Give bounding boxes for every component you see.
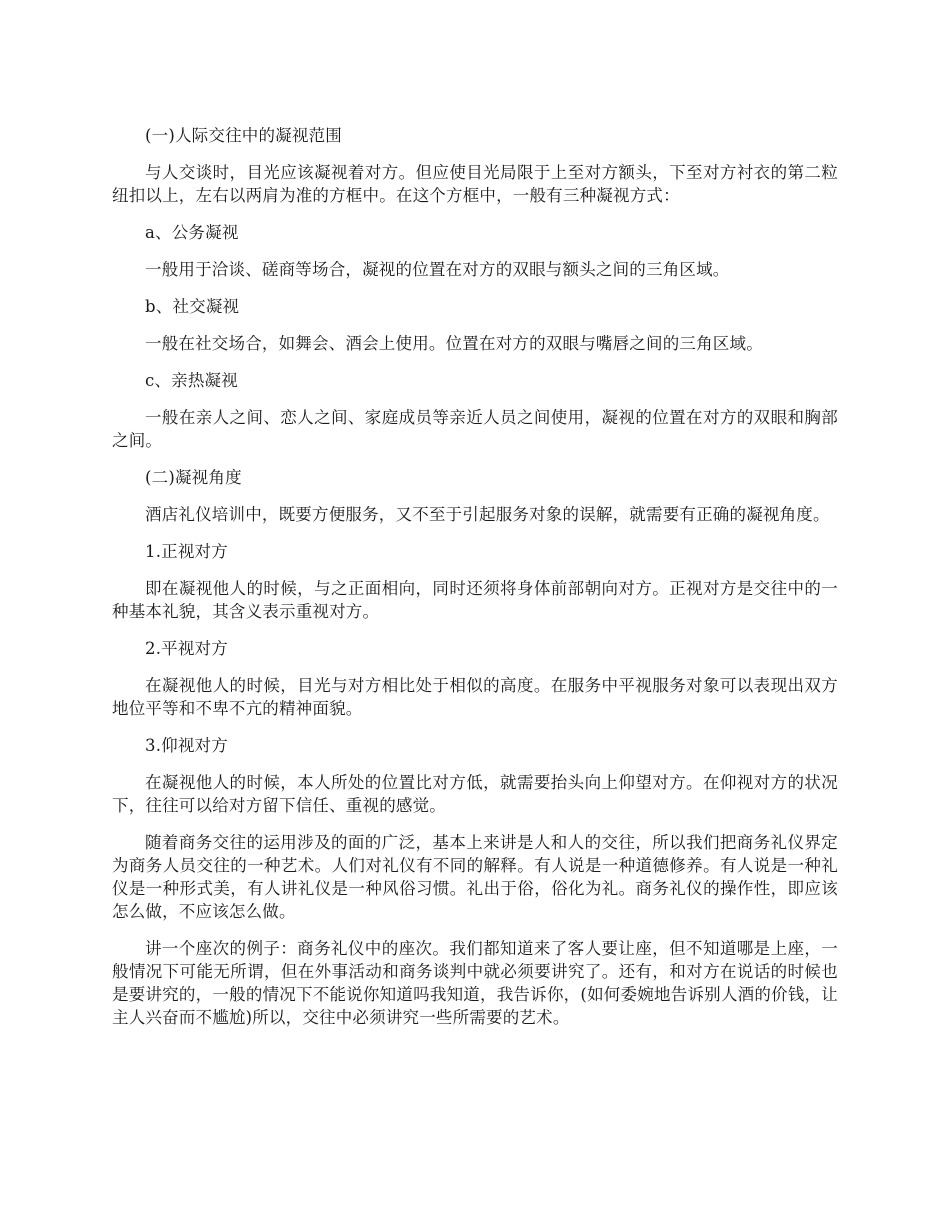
subheading-intimate-gaze: c、亲热凝视 <box>145 371 238 390</box>
paragraph-seating-example: 讲一个座次的例子：商务礼仪中的座次。我们都知道来了客人要让座，但不知道哪是上座，一般情况下可能无所谓，但在外事活动和商务谈判中就必须要讲究了。还有，和对方在说话的时候也是要讲究的，一般的情况下不能说你知道吗我知道，我告诉你，(如何委婉地告诉别人酒的价钱，让主人兴奋而不尴尬)所以，交往中必须讲究一些所需要的艺术。 <box>112 939 838 1027</box>
paragraph-face-directly: 即在凝视他人的时候，与之正面相向，同时还须将身体前部朝向对方。正视对方是交往中的一种基本礼貌，其含义表示重视对方。 <box>112 579 838 621</box>
subheading-upward-gaze: 3.仰视对方 <box>145 736 228 755</box>
paragraph-social-gaze: 一般在社交场合，如舞会、酒会上使用。位置在对方的双眼与嘴唇之间的三角区域。 <box>145 334 763 353</box>
section-heading-gaze-angle: (二)凝视角度 <box>145 468 242 487</box>
subheading-business-gaze: a、公务凝视 <box>145 223 239 242</box>
paragraph-level-gaze: 在凝视他人的时候，目光与对方相比处于相似的高度。在服务中平视服务对象可以表现出双方地位平等和不卑不亢的精神面貌。 <box>112 676 838 718</box>
subheading-face-directly: 1.正视对方 <box>145 542 228 561</box>
section-heading-gaze-range: (一)人际交往中的凝视范围 <box>145 126 342 145</box>
paragraph-business-etiquette: 随着商务交往的运用涉及的面的广泛，基本上来讲是人和人的交往，所以我们把商务礼仪界定为商务人员交往的一种艺术。人们对礼仪有不同的解释。有人说是一种道德修养。有人说是一种礼仪是一种形式美，有人讲礼仪是一种风俗习惯。礼出于俗，俗化为礼。商务礼仪的操作性，即应该怎么做，不应该怎么做。 <box>112 833 838 921</box>
paragraph-intimate-gaze: 一般在亲人之间、恋人之间、家庭成员等亲近人员之间使用，凝视的位置在对方的双眼和胸部之间。 <box>112 408 838 450</box>
paragraph-business-gaze: 一般用于洽谈、磋商等场合，凝视的位置在对方的双眼与额头之间的三角区域。 <box>145 260 730 279</box>
subheading-social-gaze: b、社交凝视 <box>145 297 240 316</box>
paragraph-gaze-angle-intro: 酒店礼仪培训中，既要方便服务，又不至于引起服务对象的误解，就需要有正确的凝视角度。 <box>145 505 830 524</box>
paragraph-upward-gaze: 在凝视他人的时候，本人所处的位置比对方低，就需要抬头向上仰望对方。在仰视对方的状况下，往往可以给对方留下信任、重视的感觉。 <box>112 773 838 815</box>
subheading-level-gaze: 2.平视对方 <box>145 639 228 658</box>
paragraph-gaze-range-intro: 与人交谈时，目光应该凝视着对方。但应使目光局限于上至对方额头，下至对方衬衣的第二粒纽扣以上，左右以两肩为准的方框中。在这个方框中，一般有三种凝视方式： <box>112 163 838 205</box>
